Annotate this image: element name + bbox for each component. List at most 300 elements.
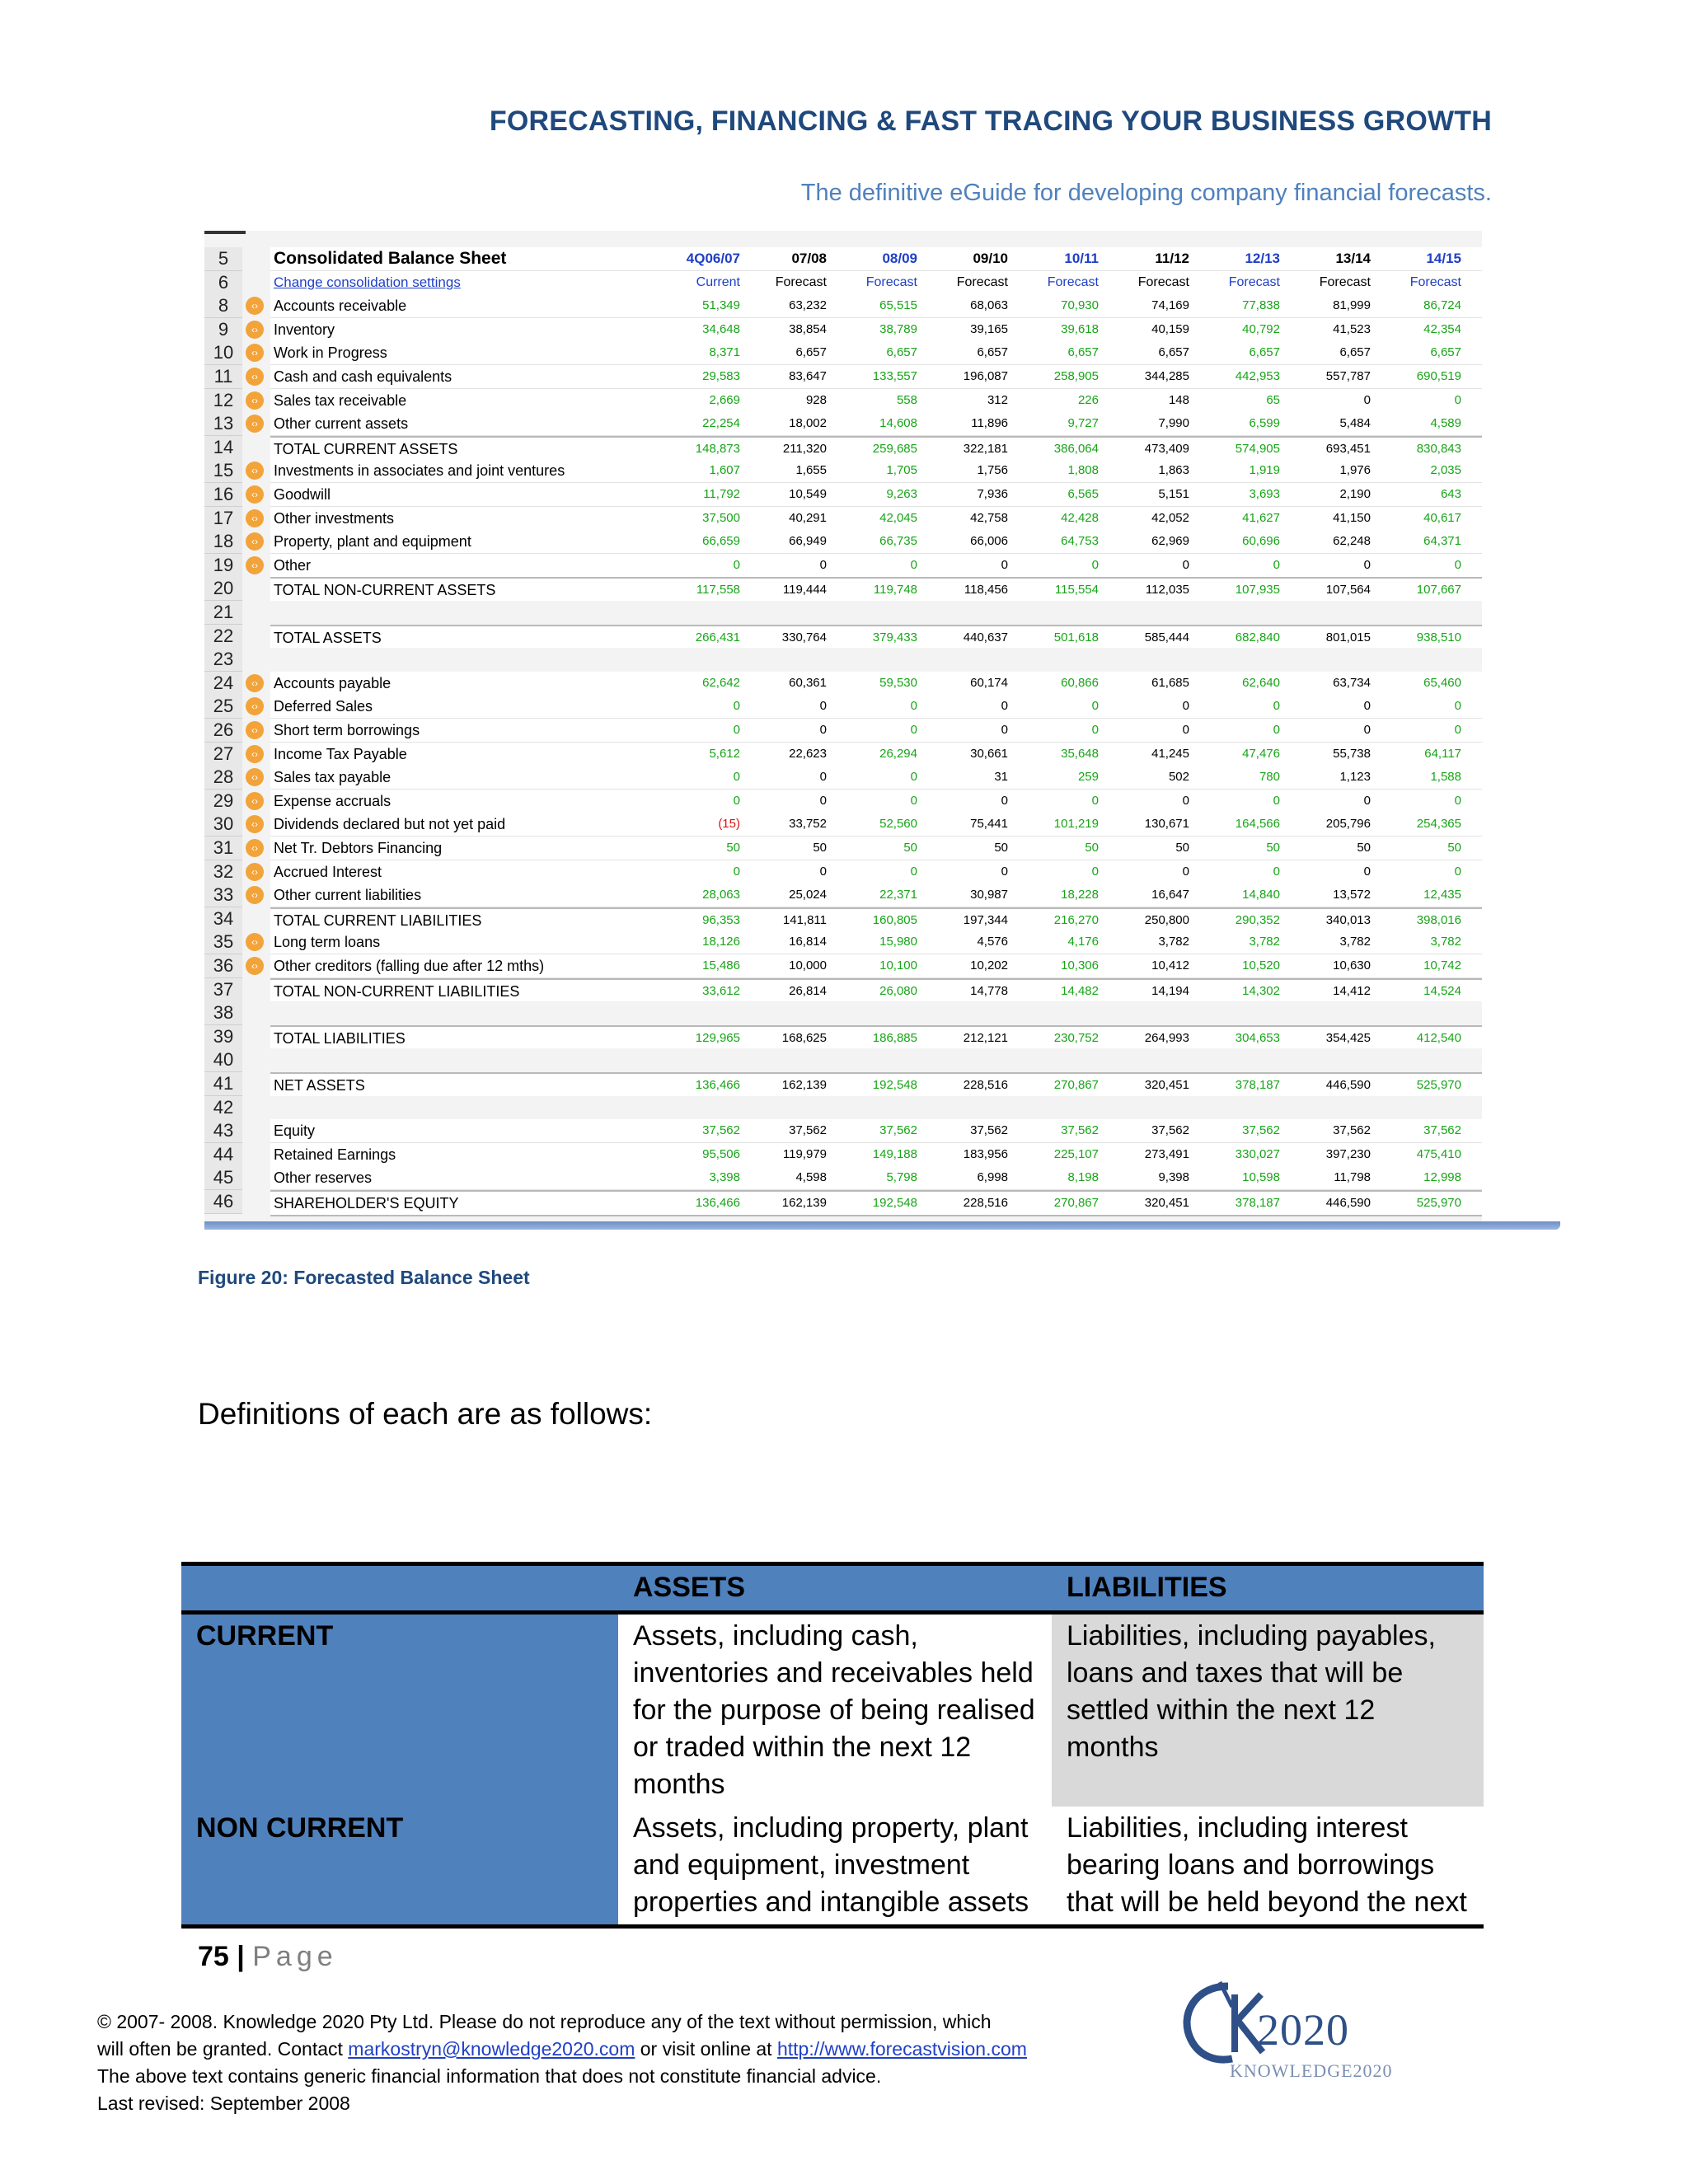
row-expand-icon[interactable]: ‹› — [246, 485, 264, 504]
cell-value: 101,219 — [1053, 817, 1099, 832]
cell-value: 37,562 — [1242, 1123, 1280, 1138]
cell-value: 0 — [1363, 557, 1371, 572]
row-expand-icon[interactable]: ‹› — [246, 863, 264, 881]
cell-value: 1,919 — [1249, 463, 1280, 478]
cell-value: 10,306 — [1061, 958, 1099, 972]
cell-value: 501,618 — [1053, 630, 1099, 644]
cell-value: 0 — [910, 793, 917, 808]
period-header: 4Q06/07 — [686, 251, 740, 266]
sheet-bottom-shadow — [204, 1221, 1560, 1230]
cell-value: 12,998 — [1423, 1170, 1461, 1185]
sheet-row — [270, 1190, 1482, 1216]
sheet-row — [270, 1048, 1482, 1071]
cell-value: 446,590 — [1325, 1078, 1371, 1092]
sheet-row — [251, 766, 1482, 790]
definitions-header-row — [181, 1564, 1484, 1613]
cell-value: 162,139 — [781, 1078, 827, 1092]
cell-value: 0 — [819, 770, 827, 785]
period-header: 12/13 — [1245, 251, 1280, 266]
cell-value: 192,548 — [872, 1196, 917, 1210]
cell-value: 1,588 — [1430, 770, 1461, 785]
cell-value: 37,562 — [789, 1123, 827, 1138]
period-type: Forecast — [1047, 274, 1099, 289]
cell-value: 16,647 — [1151, 888, 1189, 902]
cell-value: 168,625 — [781, 1030, 827, 1045]
cell-value: 112,035 — [1145, 583, 1189, 598]
cell-value: 7,936 — [977, 487, 1008, 501]
row-label: TOTAL CURRENT LIABILITIES — [274, 912, 482, 929]
row-label: Net Tr. Debtors Financing — [274, 840, 443, 856]
cell-value: 5,798 — [886, 1170, 917, 1185]
cell-value: 10,000 — [789, 958, 827, 972]
cell-value: 41,150 — [1333, 510, 1371, 525]
cell-value: 8,371 — [709, 345, 740, 360]
row-number: 10 — [204, 341, 242, 365]
cell-value: 0 — [1091, 793, 1099, 808]
row-label: Income Tax Payable — [274, 745, 407, 762]
row-expand-icon[interactable]: ‹› — [246, 886, 264, 904]
row-number: 8 — [204, 294, 242, 318]
cell-value: 3,782 — [1158, 935, 1189, 949]
row-number: 27 — [204, 743, 242, 766]
cell-value: 130,671 — [1144, 817, 1189, 832]
cell-value: 22,371 — [879, 888, 917, 902]
sheet-row — [251, 554, 1482, 578]
sheet-row — [270, 1072, 1482, 1099]
row-label: Expense accruals — [274, 792, 392, 809]
cell-value: 378,187 — [1235, 1196, 1280, 1210]
row-expand-icon[interactable]: ‹› — [246, 462, 264, 480]
period-header: 07/08 — [791, 251, 827, 266]
cell-value: 226 — [1077, 392, 1099, 407]
cell-value: 117,558 — [696, 583, 740, 598]
row-label: Other — [274, 556, 312, 574]
cell-value: 4,576 — [977, 935, 1008, 949]
sheet-title: Consolidated Balance Sheet — [274, 249, 507, 268]
row-label: Deferred Sales — [274, 698, 373, 715]
sheet-row — [251, 483, 1482, 507]
row-expand-icon[interactable]: ‹› — [246, 297, 264, 315]
cell-value: 780 — [1259, 770, 1280, 785]
cell-value: 60,866 — [1061, 675, 1099, 690]
sheet-row — [270, 1166, 1482, 1190]
row-expand-icon[interactable]: ‹› — [246, 391, 264, 410]
current-liabilities-definition: Liabilities, including payables, loans and taxes that will be settled within the next 12 months — [1052, 1613, 1484, 1807]
cell-value: 0 — [819, 864, 827, 879]
cell-value: 51,349 — [702, 298, 740, 313]
cell-value: 574,905 — [1235, 441, 1280, 456]
cell-value: 66,659 — [702, 534, 740, 549]
cell-value: 0 — [1273, 864, 1280, 879]
cell-value: 118,456 — [964, 583, 1008, 598]
cell-value: 259,685 — [872, 441, 917, 456]
cell-value: 379,433 — [872, 630, 917, 644]
cell-value: 0 — [1454, 864, 1461, 879]
contact-email-link[interactable]: markostryn@knowledge2020.com — [348, 2038, 635, 2060]
period-header: 14/15 — [1426, 251, 1461, 266]
row-label: TOTAL LIABILITIES — [274, 1029, 406, 1047]
period-header: 11/12 — [1155, 251, 1189, 266]
cell-value: 10,412 — [1151, 958, 1189, 972]
cell-value: 1,123 — [1339, 770, 1371, 785]
row-number: 12 — [204, 389, 242, 413]
sheet-row — [270, 1096, 1482, 1119]
row-expand-icon[interactable]: ‹› — [246, 509, 264, 527]
cell-value: 62,248 — [1333, 534, 1371, 549]
cell-value: 6,657 — [1249, 345, 1280, 360]
cell-value: 30,661 — [970, 746, 1008, 761]
row-expand-icon[interactable]: ‹› — [246, 745, 264, 763]
row-expand-icon[interactable]: ‹› — [246, 815, 264, 833]
cell-value: 1,705 — [886, 463, 917, 478]
row-expand-icon[interactable]: ‹› — [246, 368, 264, 386]
cell-value: 192,548 — [872, 1078, 917, 1092]
cell-value: 312 — [987, 392, 1008, 407]
cell-value: 162,139 — [781, 1196, 827, 1210]
cell-value: 250,800 — [1144, 912, 1189, 927]
cell-value: 42,428 — [1061, 510, 1099, 525]
cell-value: 37,562 — [970, 1123, 1008, 1138]
row-expand-icon[interactable]: ‹› — [246, 933, 264, 951]
cell-value: 4,176 — [1067, 935, 1099, 949]
cell-value: 12,435 — [1423, 888, 1461, 902]
cell-value: 230,752 — [1053, 1030, 1099, 1045]
cell-value: 183,956 — [963, 1146, 1008, 1161]
cell-value: 35,648 — [1061, 746, 1099, 761]
row-expand-icon[interactable]: ‹› — [246, 697, 264, 715]
consolidation-settings-link[interactable]: Change consolidation settings — [274, 274, 461, 290]
cell-value: 525,970 — [1416, 1078, 1461, 1092]
cell-value: 0 — [1363, 723, 1371, 737]
cell-value: 86,724 — [1423, 298, 1461, 313]
row-label: Other reserves — [274, 1169, 373, 1187]
header-title: FORECASTING, FINANCING & FAST TRACING YOUR BUSINESS GROWTH — [489, 105, 1492, 137]
cell-value: 15,980 — [879, 935, 917, 949]
row-label: TOTAL NON-CURRENT LIABILITIES — [274, 982, 520, 1000]
cell-value: 10,520 — [1242, 958, 1280, 972]
cell-value: 0 — [819, 723, 827, 737]
cell-value: 66,006 — [970, 534, 1008, 549]
cell-value: 216,270 — [1053, 912, 1099, 927]
row-expand-icon[interactable]: ‹› — [246, 768, 264, 786]
cell-value: 3,398 — [709, 1170, 740, 1185]
cell-value: 830,843 — [1416, 441, 1461, 456]
sheet-row — [270, 1001, 1482, 1024]
cell-value: 5,612 — [709, 746, 740, 761]
cell-value: 475,410 — [1416, 1146, 1461, 1161]
cell-value: 440,637 — [963, 630, 1008, 644]
sheet-row — [270, 648, 1482, 671]
row-expand-icon[interactable]: ‹› — [246, 532, 264, 551]
cell-value: 40,159 — [1151, 321, 1189, 336]
row-number: 17 — [204, 507, 242, 531]
cell-value: 83,647 — [789, 369, 827, 383]
cell-value: 928 — [805, 392, 827, 407]
cell-value: 1,655 — [795, 463, 827, 478]
cell-value: 41,245 — [1151, 746, 1189, 761]
row-number: 26 — [204, 719, 242, 743]
cell-value: 502 — [1168, 770, 1189, 785]
cell-value: 115,554 — [1054, 583, 1099, 598]
cell-value: 18,126 — [702, 935, 740, 949]
cell-value: 62,969 — [1151, 534, 1189, 549]
cell-value: 160,805 — [872, 912, 917, 927]
sheet-row — [251, 365, 1482, 389]
cell-value: 412,540 — [1416, 1030, 1461, 1045]
cell-value: 28,063 — [702, 888, 740, 902]
cell-value: 4,598 — [795, 1170, 827, 1185]
cell-value: 95,506 — [702, 1146, 740, 1161]
row-expand-icon[interactable]: ‹› — [246, 957, 264, 975]
cell-value: 0 — [1273, 723, 1280, 737]
cell-value: 107,935 — [1235, 583, 1280, 598]
cell-value: 3,782 — [1430, 935, 1461, 949]
cell-value: 107,667 — [1416, 583, 1461, 598]
cell-value: 290,352 — [1235, 912, 1280, 927]
cell-value: 64,371 — [1423, 534, 1461, 549]
row-expand-icon[interactable]: ‹› — [246, 344, 264, 362]
row-label: Other investments — [274, 509, 395, 527]
cell-value: 0 — [819, 793, 827, 808]
cell-value: 0 — [1001, 699, 1008, 714]
cell-value: 33,752 — [789, 817, 827, 832]
row-label: Short term borrowings — [274, 722, 420, 738]
cell-value: 37,500 — [702, 510, 740, 525]
cell-value: 386,064 — [1053, 441, 1099, 456]
cell-value: 378,187 — [1235, 1078, 1280, 1092]
cell-value: 2,190 — [1339, 487, 1371, 501]
row-number: 18 — [204, 530, 242, 554]
row-number: 15 — [204, 459, 242, 483]
row-expand-icon[interactable]: ‹› — [246, 415, 264, 433]
row-expand-icon[interactable]: ‹› — [246, 721, 264, 739]
sheet-row — [251, 860, 1482, 884]
cell-value: 50 — [1447, 841, 1461, 855]
cell-value: 26,294 — [879, 746, 917, 761]
cell-value: 29,583 — [702, 369, 740, 383]
cell-value: 273,491 — [1144, 1146, 1189, 1161]
cell-value: 0 — [1091, 723, 1099, 737]
period-type: Forecast — [1319, 274, 1371, 289]
cell-value: 47,476 — [1242, 746, 1280, 761]
sheet-row — [270, 247, 1482, 271]
cell-value: 211,320 — [782, 441, 827, 456]
cell-value: 6,998 — [977, 1170, 1008, 1185]
row-number: 33 — [204, 883, 242, 907]
cell-value: 141,811 — [782, 912, 827, 927]
row-label: Dividends declared but not yet paid — [274, 816, 506, 833]
cell-value: 26,814 — [789, 983, 827, 998]
cell-value: 63,734 — [1333, 675, 1371, 690]
cell-value: 320,451 — [1144, 1196, 1189, 1210]
sheet-row — [251, 883, 1482, 907]
cell-value: 14,412 — [1333, 983, 1371, 998]
sheet-row — [251, 719, 1482, 743]
sheet-row — [270, 577, 1482, 603]
cell-value: 15,486 — [702, 958, 740, 972]
cell-value: 38,789 — [879, 321, 917, 336]
cell-value: 0 — [1273, 793, 1280, 808]
row-label: Sales tax receivable — [274, 391, 407, 409]
cell-value: 50 — [994, 841, 1008, 855]
cell-value: 0 — [910, 770, 917, 785]
cell-value: 320,451 — [1144, 1078, 1189, 1092]
cell-value: 42,354 — [1423, 321, 1461, 336]
cell-value: 557,787 — [1325, 369, 1371, 383]
row-expand-icon[interactable]: ‹› — [246, 321, 264, 339]
sheet-row — [270, 271, 1482, 295]
cell-value: 14,840 — [1242, 888, 1280, 902]
row-number: 23 — [204, 648, 242, 672]
row-expand-icon[interactable]: ‹› — [246, 792, 264, 810]
cell-value: 119,979 — [782, 1146, 827, 1161]
cell-value: 212,121 — [963, 1030, 1008, 1045]
cell-value: 0 — [1182, 864, 1189, 879]
footer-contact-line — [97, 2036, 1169, 2063]
cell-value: 2,035 — [1430, 463, 1461, 478]
sheet-row — [251, 930, 1482, 954]
cell-value: 264,993 — [1144, 1030, 1189, 1045]
cell-value: 50 — [813, 841, 827, 855]
row-expand-icon[interactable]: ‹› — [246, 839, 264, 857]
row-label: Accrued Interest — [274, 863, 382, 880]
cell-value: 68,063 — [970, 298, 1008, 313]
sheet-row — [270, 1143, 1482, 1167]
row-number: 14 — [204, 436, 242, 460]
cell-value: 14,524 — [1423, 983, 1461, 998]
sheet-row — [270, 1025, 1482, 1052]
cell-value: 0 — [1454, 793, 1461, 808]
row-number: 9 — [204, 318, 242, 342]
sheet-row — [270, 436, 1482, 462]
row-number: 16 — [204, 483, 242, 507]
cell-value: 33,612 — [702, 983, 740, 998]
cell-value: 16,814 — [789, 935, 827, 949]
cell-value: 10,100 — [879, 958, 917, 972]
row-number: 44 — [204, 1143, 242, 1167]
footer-copyright: © 2007- 2008. Knowledge 2020 Pty Ltd. Please do not reproduce any of the text without permission, which — [97, 2011, 992, 2032]
cell-value: 6,565 — [1067, 487, 1099, 501]
cell-value: 6,657 — [1339, 345, 1371, 360]
cell-value: 196,087 — [963, 369, 1008, 383]
cell-value: 66,949 — [789, 534, 827, 549]
cell-value: 6,657 — [886, 345, 917, 360]
definitions-row-noncurrent — [181, 1807, 1484, 1927]
cell-value: 690,519 — [1416, 369, 1461, 383]
row-number: 30 — [204, 813, 242, 837]
sheet-row — [251, 813, 1482, 837]
cell-value: 266,431 — [695, 630, 740, 644]
cell-value: 40,291 — [789, 510, 827, 525]
row-number: 19 — [204, 554, 242, 578]
cell-value: 228,516 — [963, 1196, 1008, 1210]
cell-value: 136,466 — [695, 1196, 740, 1210]
cell-value: 0 — [1001, 793, 1008, 808]
cell-value: 205,796 — [1325, 817, 1371, 832]
cell-value: 74,169 — [1151, 298, 1189, 313]
row-label-noncurrent: NON CURRENT — [181, 1807, 618, 1927]
page-number-separator: | — [237, 1941, 245, 1972]
cell-value: 0 — [1001, 557, 1008, 572]
row-number: 40 — [204, 1048, 242, 1072]
cell-value: 148,873 — [695, 441, 740, 456]
row-expand-icon[interactable]: ‹› — [246, 556, 264, 574]
cell-value: 0 — [1363, 793, 1371, 808]
cell-value: 52,560 — [879, 817, 917, 832]
cell-value: 37,562 — [879, 1123, 917, 1138]
cell-value: 3,693 — [1249, 487, 1280, 501]
row-number: 43 — [204, 1119, 242, 1143]
row-expand-icon[interactable]: ‹› — [246, 674, 264, 692]
cell-value: 330,764 — [781, 630, 827, 644]
row-label: SHAREHOLDER'S EQUITY — [274, 1195, 459, 1212]
cell-value: 37,562 — [702, 1123, 740, 1138]
cell-value: 0 — [1363, 864, 1371, 879]
row-label: Work in Progress — [274, 344, 387, 362]
logo-main-text: 2020 — [1257, 2005, 1349, 2055]
row-label: TOTAL NON-CURRENT ASSETS — [274, 582, 496, 599]
definitions-row-current — [181, 1613, 1484, 1807]
cell-value: 31 — [994, 770, 1008, 785]
cell-value: 446,590 — [1325, 1196, 1371, 1210]
cell-value: 0 — [910, 699, 917, 714]
cell-value: 558 — [896, 392, 917, 407]
cell-value: 136,466 — [695, 1078, 740, 1092]
cell-value: 0 — [819, 557, 827, 572]
cell-value: 62,642 — [702, 675, 740, 690]
cell-value: 60,174 — [970, 675, 1008, 690]
cell-value: 40,792 — [1242, 321, 1280, 336]
cell-value: 81,999 — [1333, 298, 1371, 313]
cell-value: 77,838 — [1242, 298, 1280, 313]
cell-value: 26,080 — [879, 983, 917, 998]
cell-value: 525,970 — [1416, 1196, 1461, 1210]
cell-value: 0 — [910, 864, 917, 879]
period-type: Current — [696, 274, 740, 289]
cell-value: 1,808 — [1067, 463, 1099, 478]
row-label: Property, plant and equipment — [274, 533, 471, 551]
row-label: Retained Earnings — [274, 1146, 396, 1163]
sheet-row — [251, 389, 1482, 413]
footer-visit-text: or visit online at — [635, 2038, 777, 2060]
period-type: Forecast — [775, 274, 827, 289]
cell-value: 0 — [1363, 699, 1371, 714]
cell-value: 164,566 — [1235, 817, 1280, 832]
cell-value: (15) — [718, 817, 740, 832]
website-link[interactable]: http://www.forecastvision.com — [776, 2038, 1027, 2060]
period-header: 08/09 — [882, 251, 917, 266]
cell-value: 37,562 — [1151, 1123, 1189, 1138]
row-label: NET ASSETS — [274, 1077, 365, 1094]
cell-value: 9,727 — [1067, 416, 1099, 431]
cell-value: 50 — [1266, 841, 1280, 855]
period-header: 13/14 — [1335, 251, 1371, 266]
row-label: Sales tax payable — [274, 769, 392, 786]
noncurrent-liabilities-definition: Liabilities, including interest bearing loans and borrowings that will be held beyond the next — [1052, 1807, 1484, 1927]
row-number: 46 — [204, 1190, 242, 1214]
cell-value: 585,444 — [1144, 630, 1189, 644]
cell-value: 1,756 — [977, 463, 1008, 478]
cell-value: 22,623 — [789, 746, 827, 761]
cell-value: 14,194 — [1151, 983, 1189, 998]
row-number: 45 — [204, 1166, 242, 1190]
cell-value: 6,599 — [1249, 416, 1280, 431]
cell-value: 129,965 — [695, 1030, 740, 1045]
cell-value: 37,562 — [1061, 1123, 1099, 1138]
row-label: Goodwill — [274, 486, 331, 503]
cell-value: 6,657 — [795, 345, 827, 360]
cell-value: 270,867 — [1053, 1078, 1099, 1092]
